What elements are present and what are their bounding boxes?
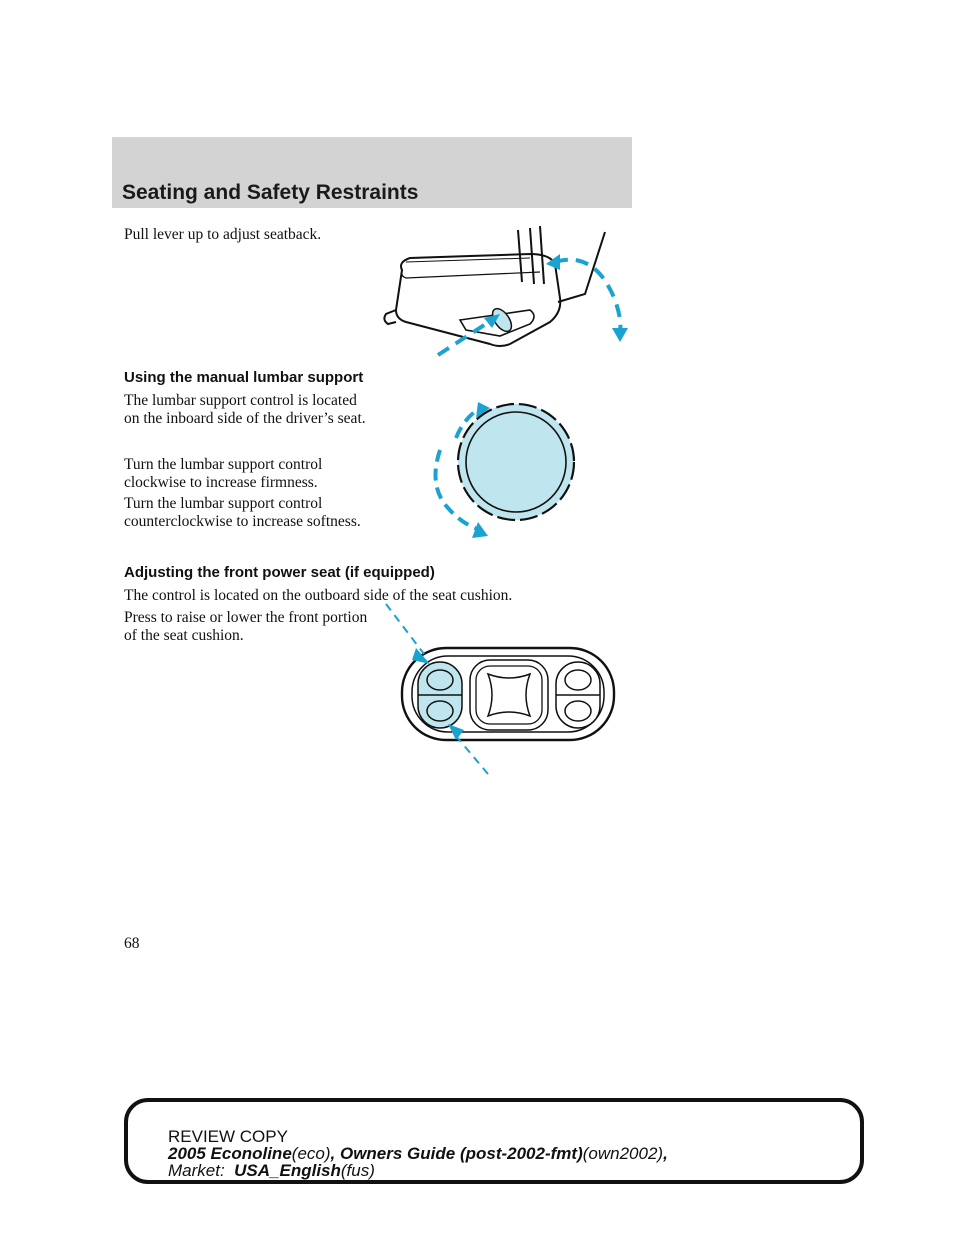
- footer-market-label: Market:: [168, 1161, 225, 1180]
- power-seat-paragraph-2: Press to raise or lower the front portion of the seat cushion.: [124, 609, 368, 644]
- seatback-instruction: Pull lever up to adjust seatback.: [124, 226, 322, 243]
- power-seat-control-illustration: [384, 598, 624, 778]
- review-copy-footer: [124, 1098, 864, 1184]
- lumbar-heading: Using the manual lumbar support: [124, 369, 364, 386]
- power-seat-heading: Adjusting the front power seat (if equipped): [124, 564, 435, 581]
- footer-market-code: (fus): [340, 1161, 375, 1180]
- seatback-lever-illustration: [380, 222, 635, 362]
- power-seat-paragraph-1: The control is located on the outboard side of the seat cushion.: [124, 587, 513, 604]
- review-copy-label: REVIEW COPY: [168, 1127, 288, 1146]
- footer-model-code: (eco): [291, 1144, 331, 1163]
- section-header: [112, 137, 632, 208]
- lumbar-paragraph-1: The lumbar support control is located on the inboard side of the driver’s seat.: [124, 392, 366, 427]
- footer-guide: Owners Guide (post-2002-fmt): [339, 1144, 583, 1163]
- footer-model: 2005 Econoline: [168, 1144, 292, 1163]
- lumbar-knob-illustration: [418, 398, 588, 548]
- section-title: Seating and Safety Restraints: [122, 181, 419, 204]
- footer-guide-code: (own2002): [582, 1144, 664, 1163]
- lumbar-paragraph-2: Turn the lumbar support control clockwise to increase firmness.: [124, 456, 323, 491]
- footer-separator-1: ,: [330, 1144, 340, 1163]
- footer-market: USA_English: [234, 1161, 341, 1180]
- page-number: 68: [124, 935, 140, 952]
- footer-separator-2: ,: [663, 1144, 668, 1163]
- lumbar-paragraph-3: Turn the lumbar support control counterclockwise to increase softness.: [124, 495, 361, 530]
